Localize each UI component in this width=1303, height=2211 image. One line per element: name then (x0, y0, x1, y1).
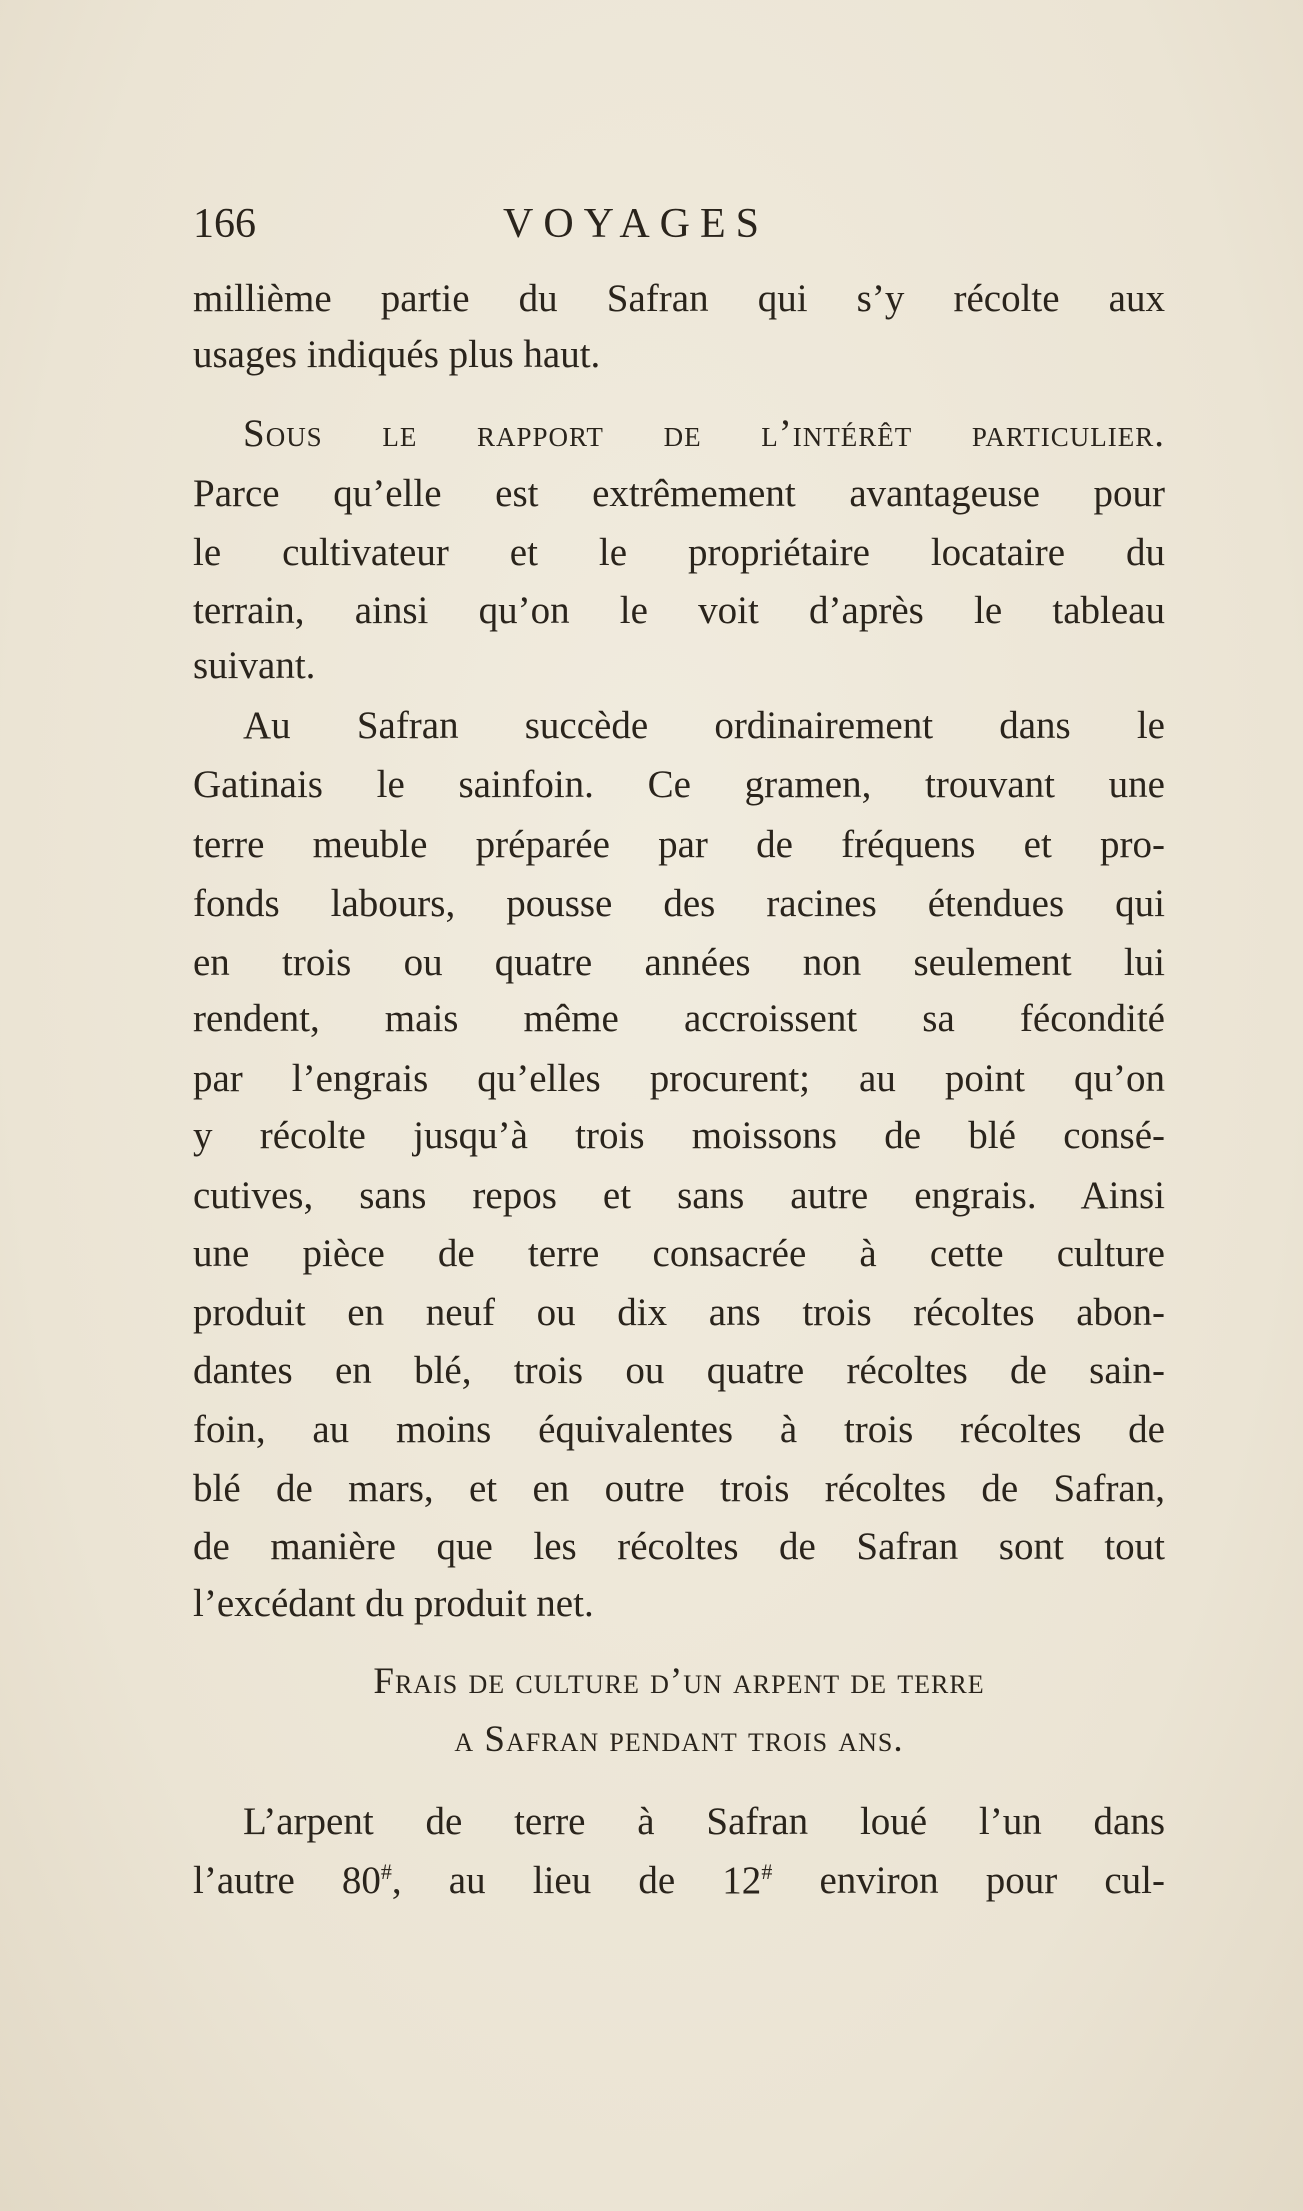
text-line: usages indiqués plus haut. (193, 333, 601, 376)
running-header (193, 200, 1165, 256)
text-line: fonds labours, pousse des racines étendues qui (193, 882, 1165, 925)
text-line: rendent, mais même accroissent sa fécondité (193, 997, 1165, 1040)
text-line: terre meuble préparée par de fréquens et pro- (193, 823, 1165, 866)
text-line: foin, au moins équivalentes à trois récoltes de (193, 1408, 1165, 1451)
table-heading-line-1: Frais de culture d’un arpent de terre (373, 1661, 985, 1702)
table-heading-line-2: a Safran pendant trois ans. (454, 1719, 904, 1760)
livre-symbol: # (761, 1859, 773, 1884)
text-line: suivant. (193, 644, 316, 687)
text-fragment: , au lieu de 12 (391, 1859, 762, 1902)
text-fragment: environ pour cul- (772, 1859, 1165, 1902)
text-line: L’arpent de terre à Safran loué l’un dans (243, 1800, 1165, 1843)
text-line: l’excédant du produit net. (193, 1582, 594, 1625)
text-line: terrain, ainsi qu’on le voit d’après le tableau (193, 589, 1165, 632)
text-line: le cultivateur et le propriétaire locataire du (193, 531, 1165, 574)
section-heading: Sous le rapport de l’intérêt particulier. (243, 412, 1165, 455)
running-title: VOYAGES (503, 201, 770, 247)
text-line: par l’engrais qu’elles procurent; au point qu’on (193, 1057, 1165, 1100)
text-line: y récolte jusqu’à trois moissons de blé consé- (193, 1114, 1165, 1157)
text-line: dantes en blé, trois ou quatre récoltes de sain- (193, 1349, 1165, 1392)
text-line: Gatinais le sainfoin. Ce gramen, trouvant une (193, 763, 1165, 806)
text-line (193, 1856, 1165, 1906)
text-line: blé de mars, et en outre trois récoltes de Safran, (193, 1467, 1165, 1510)
text-line: une pièce de terre consacrée à cette culture (193, 1232, 1165, 1275)
livre-symbol: # (380, 1859, 392, 1884)
text-line: Au Safran succède ordinairement dans le (243, 704, 1165, 747)
text-line: produit en neuf ou dix ans trois récoltes abon- (193, 1291, 1165, 1334)
text-line: millième partie du Safran qui s’y récolte aux (193, 277, 1165, 320)
text-line: de manière que les récoltes de Safran sont tout (193, 1525, 1165, 1568)
text-line: Parce qu’elle est extrêmement avantageuse pour (193, 472, 1165, 515)
text-fragment: l’autre 80 (193, 1859, 381, 1902)
page-number: 166 (193, 201, 256, 247)
text-line: cutives, sans repos et sans autre engrais. Ainsi (193, 1174, 1165, 1217)
text-line: en trois ou quatre années non seulement lui (193, 941, 1165, 984)
